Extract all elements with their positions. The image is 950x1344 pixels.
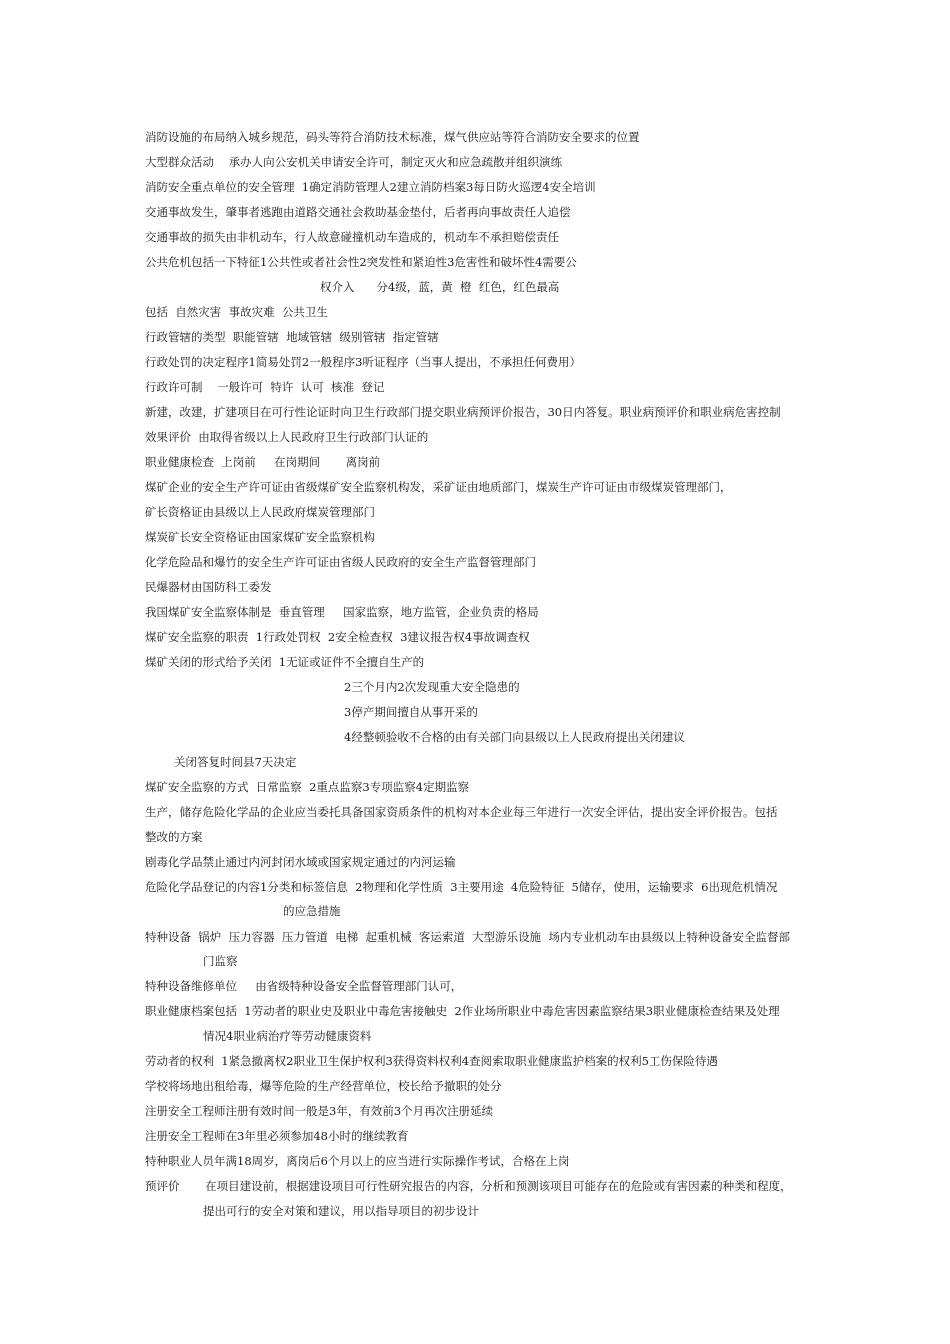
text-line: 2三个月内2次发现重大安全隐患的 — [344, 680, 520, 694]
text-line: 职业健康检查 上岗前 在岗期间 离岗前 — [145, 455, 381, 469]
text-line: 注册安全工程师注册有效时间一般是3年，有效前3个月再次注册延续 — [145, 1104, 494, 1118]
text-line: 消防安全重点单位的安全管理 1确定消防管理人2建立消防档案3每日防火巡逻4安全培训 — [145, 180, 596, 194]
text-line: 煤炭矿长安全资格证由国家煤矿安全监察机构 — [145, 530, 375, 544]
text-line: 煤矿安全监察的职责 1行政处罚权 2安全检查权 3建议报告权4事故调查权 — [145, 630, 530, 644]
text-line: 危险化学品登记的内容1分类和标签信息 2物理和化学性质 3主要用途 4危险特征 5储存，使用，运输要求 6出现危机情况 — [145, 880, 778, 894]
text-line: 煤矿安全监察的方式 日常监察 2重点监察3专项监察4定期监察 — [145, 780, 470, 794]
text-line: 生产，储存危险化学品的企业应当委托具备国家资质条件的机构对本企业每三年进行一次安全评估，提出安全评价报告。包括 — [145, 805, 778, 819]
text-line: 新建，改建，扩建项目在可行性论证时向卫生行政部门提交职业病预评价报告，30日内答复。职业病预评价和职业病危害控制 — [145, 405, 781, 419]
text-line: 消防设施的布局纳入城乡规范，码头等符合消防技术标准，煤气供应站等符合消防安全要求的位置 — [145, 130, 640, 144]
text-line: 的应急措施 — [283, 904, 341, 918]
text-line: 包括 自然灾害 事故灾难 公共卫生 — [145, 305, 328, 319]
text-line: 4经整顿验收不合格的由有关部门向县级以上人民政府提出关闭建议 — [344, 730, 685, 744]
text-line: 公共危机包括一下特征1公共性或者社会性2突发性和紧迫性3危害性和破坏性4需要公 — [145, 255, 577, 269]
text-line: 特种职业人员年满18周岁，离岗后6个月以上的应当进行实际操作考试，合格在上岗 — [145, 1154, 570, 1168]
text-line: 剧毒化学品禁止通过内河封闭水域或国家规定通过的内河运输 — [145, 855, 456, 869]
text-line: 大型群众活动 承办人向公安机关申请安全许可，制定灭火和应急疏散并组织演练 — [145, 155, 563, 169]
text-line: 整改的方案 — [145, 830, 203, 844]
text-line: 情况4职业病治疗等劳动健康资料 — [203, 1029, 372, 1043]
text-line: 交通事故的损失由非机动车，行人故意碰撞机动车造成的，机动车不承担赔偿责任 — [145, 230, 559, 244]
text-line: 特种设备维修单位 由省级特种设备安全监督管理部门认可， — [145, 979, 463, 993]
text-line: 注册安全工程师在3年里必须参加48小时的继续教育 — [145, 1129, 409, 1143]
text-line: 3停产期间擅自从事开采的 — [344, 705, 478, 719]
text-line: 我国煤矿安全监察体制是 垂直管理 国家监察，地方监管，企业负责的格局 — [145, 605, 539, 619]
text-line: 煤矿企业的安全生产许可证由省级煤矿安全监察机构发，采矿证由地质部门，煤炭生产许可证由市级煤炭管理部门， — [145, 480, 732, 494]
text-line: 行政管辖的类型 职能管辖 地域管辖 级别管辖 指定管辖 — [145, 330, 439, 344]
text-line: 交通事故发生，肇事者逃跑由道路交通社会救助基金垫付，后者再向事故责任人追偿 — [145, 205, 571, 219]
text-line: 化学危险品和爆竹的安全生产许可证由省级人民政府的安全生产监督管理部门 — [145, 555, 536, 569]
text-line: 劳动者的权利 1紧急撤离权2职业卫生保护权利3获得资料权利4查阅索取职业健康监护档案的权利5工伤保险待遇 — [145, 1054, 718, 1068]
text-line: 学校将场地出租给毒，爆等危险的生产经营单位，校长给予撤职的处分 — [145, 1079, 502, 1093]
text-line: 特种设备 锅炉 压力容器 压力管道 电梯 起重机械 客运索道 大型游乐设施 场内专业机动车由县级以上特种设备安全监督部 — [145, 930, 790, 944]
text-line: 煤矿关闭的形式给予关闭 1无证或证件不全擅自生产的 — [145, 655, 425, 669]
text-line: 民爆器材由国防科工委发 — [145, 580, 272, 594]
text-line: 行政处罚的决定程序1简易处罚2一般程序3听证程序（当事人提出，不承担任何费用） — [145, 355, 581, 369]
text-line: 门监察 — [203, 954, 238, 968]
text-line: 关闭答复时间县7天决定 — [174, 755, 297, 769]
text-line: 行政许可制 一般许可 特许 认可 核准 登记 — [145, 380, 385, 394]
text-line: 预评价 在项目建设前，根据建设项目可行性研究报告的内容，分析和预测该项目可能存在的危险或有害因素的种类和程度， — [145, 1179, 792, 1193]
text-line: 矿长资格证由县级以上人民政府煤炭管理部门 — [145, 505, 375, 519]
text-line: 职业健康档案包括 1劳动者的职业史及职业中毒危害接触史 2作业场所职业中毒危害因素监察结果3职业健康检查结果及处理 — [145, 1004, 780, 1018]
text-line: 提出可行的安全对策和建议，用以指导项目的初步设计 — [203, 1204, 479, 1218]
text-line: 权介入 分4级，蓝，黄 橙 红色，红色最高 — [320, 280, 560, 294]
text-line: 效果评价 由取得省级以上人民政府卫生行政部门认证的 — [145, 430, 429, 444]
